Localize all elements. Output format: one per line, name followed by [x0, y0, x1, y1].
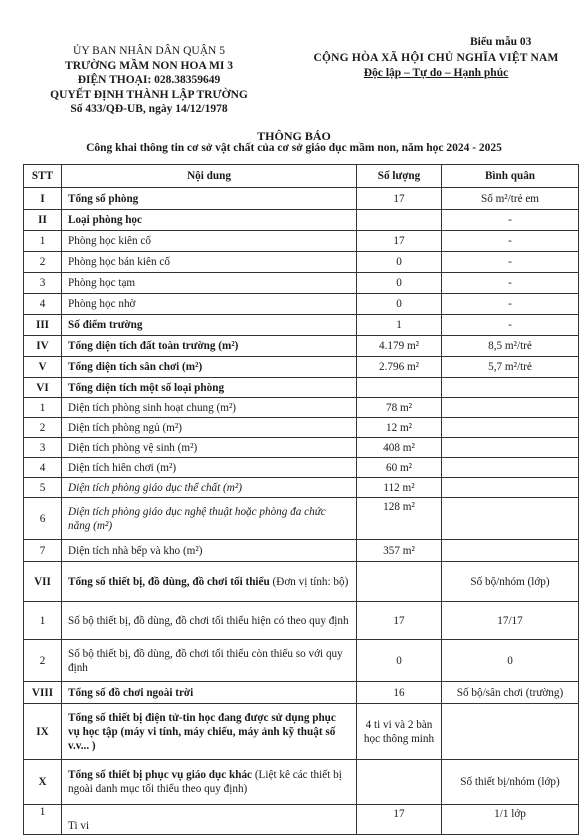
row-stt: 1	[24, 231, 62, 252]
table-row	[24, 231, 579, 252]
table-row	[24, 682, 579, 704]
row-quantity	[357, 210, 442, 231]
row-content: Diện tích phòng vệ sinh (m²)	[62, 438, 357, 458]
row-stt: 2	[24, 640, 62, 682]
row-stt: 5	[24, 478, 62, 498]
row-content: Phòng học kiên cố	[62, 231, 357, 252]
table-header-row	[24, 165, 579, 188]
row-stt: 7	[24, 540, 62, 562]
row-quantity: 12 m²	[357, 418, 442, 438]
row-stt: II	[24, 210, 62, 231]
row-stt: IV	[24, 336, 62, 357]
table-row	[24, 640, 579, 682]
row-quantity: 112 m²	[357, 478, 442, 498]
table-row	[24, 438, 579, 458]
table-row	[24, 210, 579, 231]
row-quantity: 0	[357, 273, 442, 294]
row-quantity: 1	[357, 315, 442, 336]
decision-number: Số 433/QĐ-UB, ngày 14/12/1978	[70, 103, 228, 115]
school-phone: ĐIỆN THOẠI: 028.38359649	[77, 74, 221, 86]
row-quantity: 16	[357, 682, 442, 704]
table-row	[24, 315, 579, 336]
row-quantity: 0	[357, 640, 442, 682]
row-stt: 4	[24, 458, 62, 478]
row-average	[442, 458, 579, 478]
issuer-line-1: ỦY BAN NHÂN DÂN QUẬN 5	[73, 45, 225, 57]
row-quantity: 17	[357, 602, 442, 640]
header-average: Bình quân	[442, 165, 579, 188]
row-quantity: 17	[357, 188, 442, 210]
row-content: Phòng học tạm	[62, 273, 357, 294]
header-stt: STT	[24, 165, 62, 188]
row-content: Diện tích phòng giáo dục nghệ thuật hoặc phòng đa chức năng (m²)	[62, 498, 357, 540]
row-stt: III	[24, 315, 62, 336]
row-content: Số điểm trường	[62, 315, 357, 336]
row-content: Diện tích phòng ngủ (m²)	[62, 418, 357, 438]
national-motto-block	[290, 51, 582, 80]
row-average: -	[442, 231, 579, 252]
row-stt: 1	[24, 602, 62, 640]
row-content: Tổng số phòng	[62, 188, 357, 210]
row-content: Diện tích nhà bếp và kho (m²)	[62, 540, 357, 562]
row-average: Số bộ/nhóm (lớp)	[442, 562, 579, 602]
row-stt: 6	[24, 498, 62, 540]
row-average	[442, 378, 579, 398]
row-average	[442, 498, 579, 540]
table-row	[24, 540, 579, 562]
row-stt: VI	[24, 378, 62, 398]
table-row	[24, 398, 579, 418]
row-quantity: 17	[357, 805, 442, 835]
row-quantity: 408 m²	[357, 438, 442, 458]
table-row	[24, 602, 579, 640]
row-quantity: 17	[357, 231, 442, 252]
row-content: Ti vi	[62, 805, 357, 835]
national-title: CỘNG HÒA XÃ HỘI CHỦ NGHĨA VIỆT NAM	[313, 52, 559, 64]
row-average: -	[442, 273, 579, 294]
table-row	[24, 357, 579, 378]
row-average	[442, 418, 579, 438]
row-stt: VII	[24, 562, 62, 602]
table-row	[24, 378, 579, 398]
row-content: Diện tích phòng giáo dục thể chất (m²)	[62, 478, 357, 498]
table-row	[24, 760, 579, 805]
table-row	[24, 562, 579, 602]
row-quantity: 60 m²	[357, 458, 442, 478]
row-content-note: (Đơn vị tính: bộ)	[269, 575, 349, 588]
row-content: Tổng số thiết bị điện tử-tin học đang được sử dụng phục vụ học tập (máy vi tính, máy chiếu, máy ảnh kỹ thuật số v.v... )	[62, 704, 357, 760]
row-quantity: 0	[357, 252, 442, 273]
row-average: Số m²/trẻ em	[442, 188, 579, 210]
document-subtitle: Công khai thông tin cơ sở vật chất của cơ sở giáo dục mầm non, năm học 2024 - 2025	[86, 142, 502, 154]
table-row	[24, 704, 579, 760]
row-average	[442, 540, 579, 562]
row-content: Phòng học nhờ	[62, 294, 357, 315]
table-row	[24, 418, 579, 438]
row-content: Số bộ thiết bị, đồ dùng, đồ chơi tối thiểu còn thiếu so với quy định	[62, 640, 357, 682]
row-stt: 2	[24, 418, 62, 438]
header-quantity: Số lượng	[357, 165, 442, 188]
row-stt: 2	[24, 252, 62, 273]
row-stt: I	[24, 188, 62, 210]
row-content: Diện tích hiên chơi (m²)	[62, 458, 357, 478]
form-number: Biểu mẫu 03	[470, 36, 532, 48]
issuer-block	[14, 44, 284, 117]
row-stt: VIII	[24, 682, 62, 704]
row-stt: 3	[24, 273, 62, 294]
row-quantity: 4.179 m²	[357, 336, 442, 357]
row-stt: V	[24, 357, 62, 378]
row-average: 8,5 m²/trẻ	[442, 336, 579, 357]
row-average	[442, 704, 579, 760]
table-row	[24, 498, 579, 540]
row-stt: 4	[24, 294, 62, 315]
header-content: Nội dung	[62, 165, 357, 188]
table-row	[24, 188, 579, 210]
row-average: Số bộ/sân chơi (trường)	[442, 682, 579, 704]
row-quantity: 128 m²	[357, 498, 442, 540]
table-row	[24, 458, 579, 478]
national-motto: Độc lập – Tự do – Hạnh phúc	[363, 66, 509, 79]
table-row	[24, 805, 579, 835]
table-row	[24, 273, 579, 294]
table-row	[24, 336, 579, 357]
row-stt: 1	[24, 805, 62, 835]
row-quantity: 4 ti vi và 2 bàn học thông minh	[357, 704, 442, 760]
row-average: 17/17	[442, 602, 579, 640]
school-name: TRƯỜNG MẦM NON HOA MI 3	[65, 59, 233, 72]
founding-decision: QUYẾT ĐỊNH THÀNH LẬP TRƯỜNG	[50, 88, 248, 101]
row-quantity	[357, 378, 442, 398]
row-quantity: 78 m²	[357, 398, 442, 418]
document-title: THÔNG BÁO	[257, 129, 331, 143]
row-content: Loại phòng học	[62, 210, 357, 231]
table-row	[24, 294, 579, 315]
row-content-bold: Tổng số thiết bị, đồ dùng, đồ chơi tối thiểu	[68, 575, 270, 588]
row-content: Tổng số đồ chơi ngoài trời	[62, 682, 357, 704]
row-quantity: 0	[357, 294, 442, 315]
row-stt: IX	[24, 704, 62, 760]
row-content	[62, 760, 357, 805]
row-average: 5,7 m²/trẻ	[442, 357, 579, 378]
row-quantity	[357, 562, 442, 602]
row-content: Số bộ thiết bị, đồ dùng, đồ chơi tối thiểu hiện có theo quy định	[62, 602, 357, 640]
row-average: -	[442, 252, 579, 273]
row-content: Diện tích phòng sinh hoạt chung (m²)	[62, 398, 357, 418]
table-row	[24, 252, 579, 273]
row-average: -	[442, 315, 579, 336]
row-average: 0	[442, 640, 579, 682]
row-content: Tổng diện tích đất toàn trường (m²)	[62, 336, 357, 357]
row-content: Phòng học bán kiên cố	[62, 252, 357, 273]
row-quantity	[357, 760, 442, 805]
row-quantity: 2.796 m²	[357, 357, 442, 378]
table-row	[24, 478, 579, 498]
row-content: Tổng diện tích một số loại phòng	[62, 378, 357, 398]
facilities-table	[23, 164, 579, 835]
row-average: Số thiết bị/nhóm (lớp)	[442, 760, 579, 805]
row-content-bold: Tổng số thiết bị phục vụ giáo dục khác	[68, 769, 253, 781]
row-stt: X	[24, 760, 62, 805]
row-content-note: (Liệt kê các thiết bị ngoài danh mục tối thiểu theo quy định)	[68, 769, 342, 795]
row-average	[442, 438, 579, 458]
row-average	[442, 398, 579, 418]
row-average: 1/1 lớp	[442, 805, 579, 835]
row-average	[442, 478, 579, 498]
row-content	[62, 562, 357, 602]
row-content: Tổng diện tích sân chơi (m²)	[62, 357, 357, 378]
row-stt: 3	[24, 438, 62, 458]
row-average: -	[442, 294, 579, 315]
row-quantity: 357 m²	[357, 540, 442, 562]
row-stt: 1	[24, 398, 62, 418]
row-average: -	[442, 210, 579, 231]
